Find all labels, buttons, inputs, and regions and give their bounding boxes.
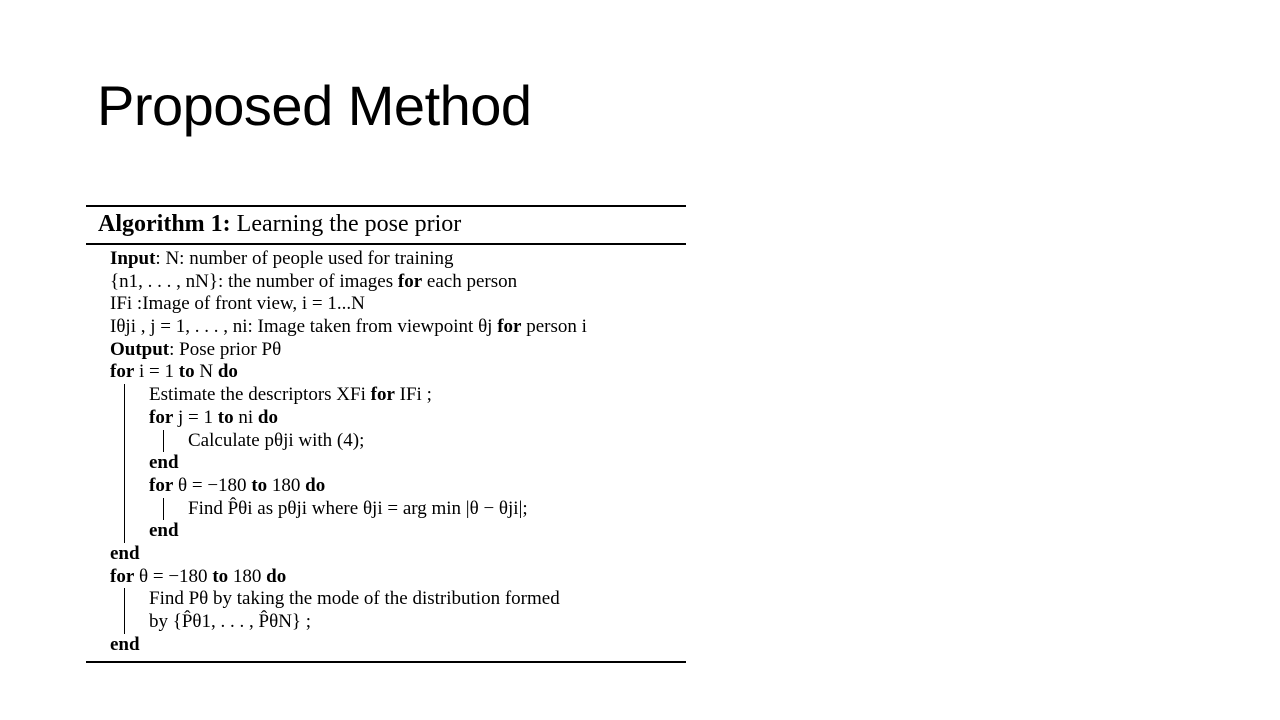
find-line-1: Find P̂θi as pθji where θji = arg min |θ − θji|; [188,497,528,519]
algorithm-name: Learning the pose prior [236,211,462,237]
for-loop-3-body [163,498,686,521]
algorithm-box [86,205,686,663]
for-loop-1: for i = 1 to N do [110,361,238,383]
input-line-4: Iθji , j = 1, . . . , ni: Image taken from viewpoint θj for person i [110,316,587,338]
for-loop-4-body [124,588,686,633]
end-line-1: end [149,452,179,474]
estimate-line: Estimate the descriptors XFi for IFi ; [149,384,432,406]
algorithm-header [86,207,686,243]
input-line-3: IFi :Image of front view, i = 1...N [110,293,365,315]
end-line-2: end [149,520,179,542]
algorithm-body [86,245,686,661]
for-loop-1-body [124,384,686,543]
output-text: : Pose prior Pθ [169,338,282,360]
find-line-2b: by {P̂θ1, . . . , P̂θN} ; [149,611,312,632]
bottom-rule [86,661,686,663]
end-line-3: end [110,542,140,564]
output-line [110,339,686,362]
input-keyword: Input [110,248,156,269]
end-line-4: end [110,633,140,655]
for-loop-2-body [163,430,686,453]
slide-title: Proposed Method [97,74,532,137]
calculate-line: Calculate pθji with (4); [188,429,365,451]
input-line [110,248,686,271]
for-loop-2: for j = 1 to ni do [149,406,278,428]
for-loop-4: for θ = −180 to 180 do [110,565,287,587]
algorithm-label: Algorithm 1: [98,211,231,237]
for-loop-3: for θ = −180 to 180 do [149,474,326,496]
input-text: : N: number of people used for training [155,248,454,269]
find-line-2a: Find Pθ by taking the mode of the distribution formed [149,588,560,610]
output-keyword: Output [110,338,170,360]
input-line-2: {n1, . . . , nN}: the number of images for each person [110,270,518,292]
